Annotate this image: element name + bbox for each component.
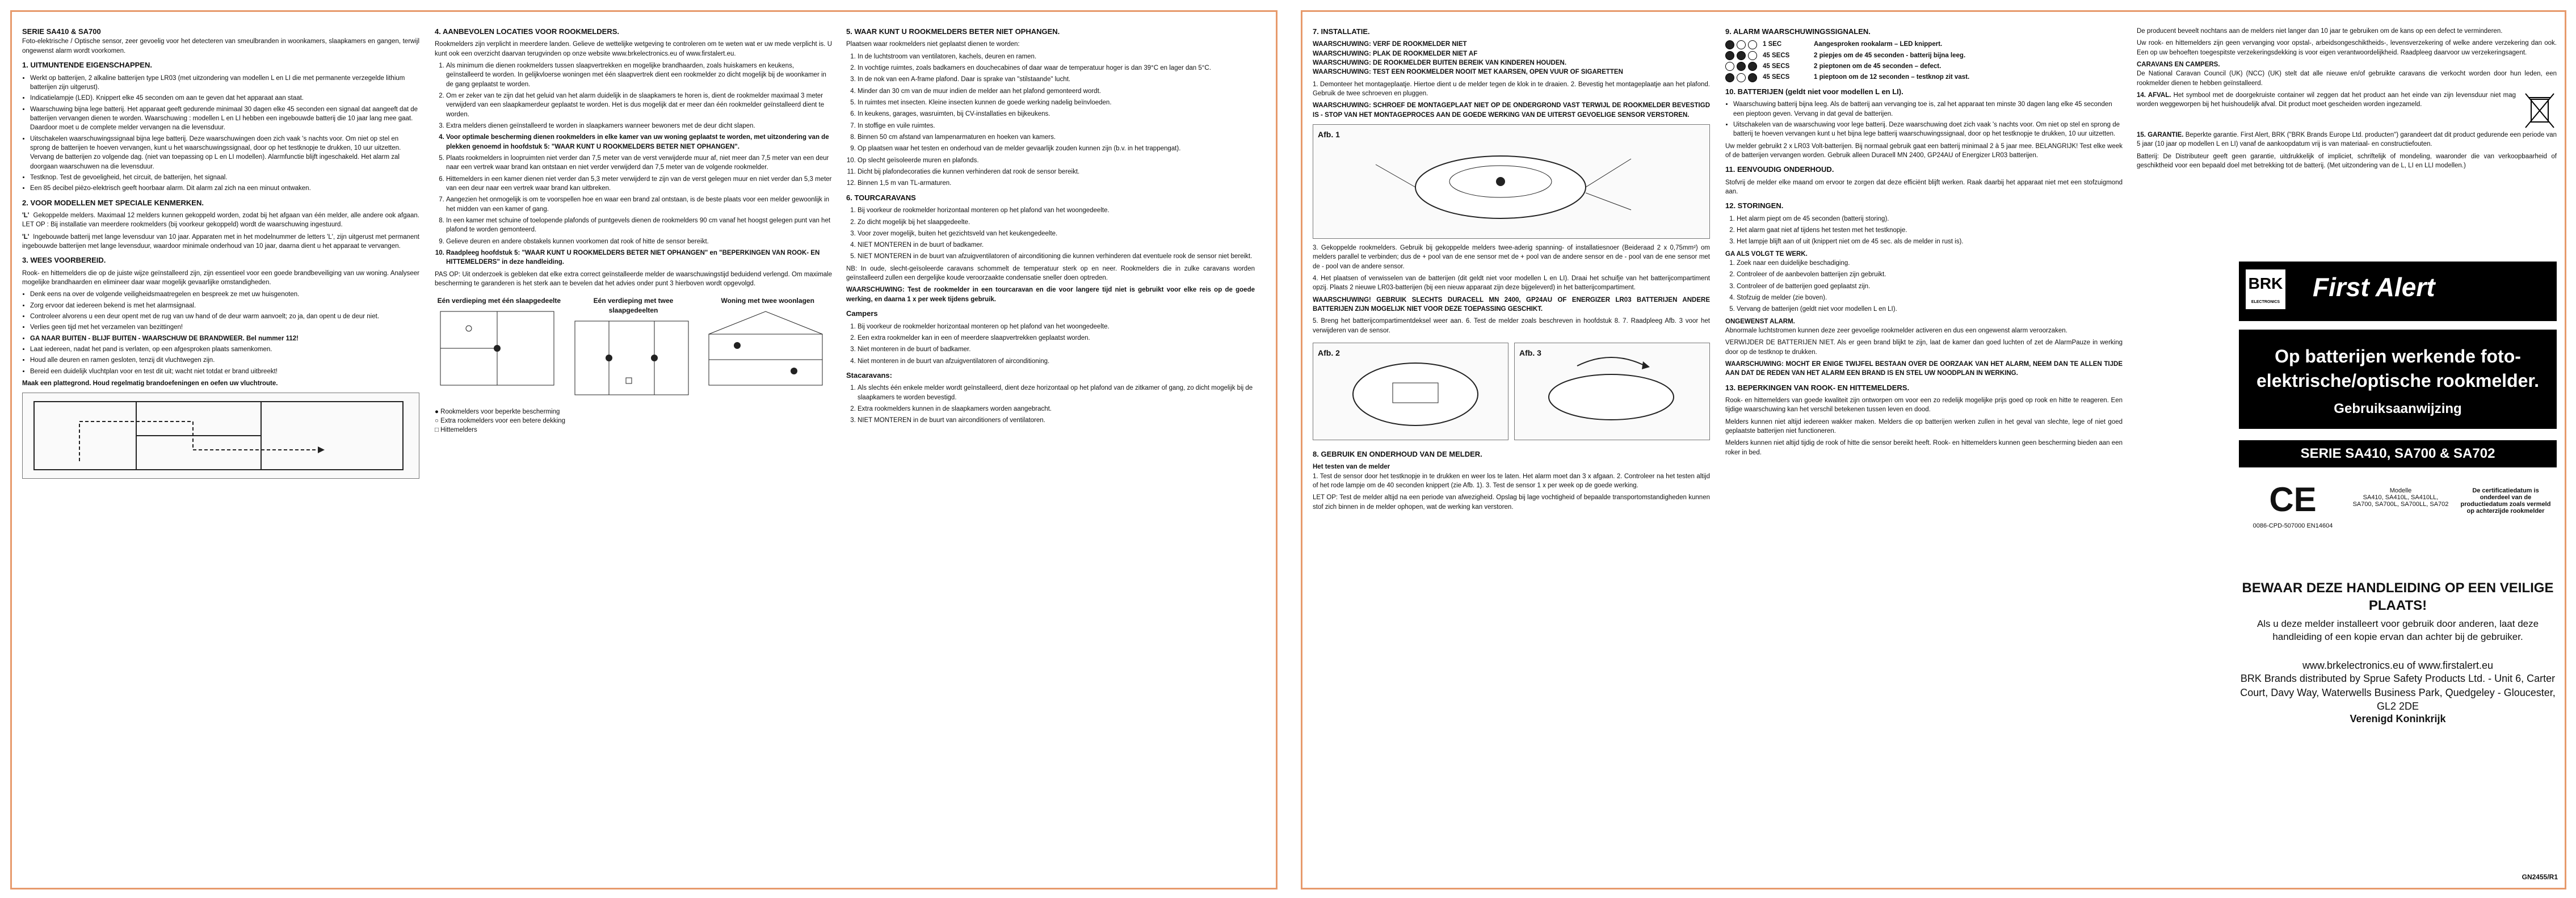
alarm-time: 45 SECS xyxy=(1763,63,1790,70)
column-6 xyxy=(2137,27,2557,265)
keep-manual-heading: BEWAAR DEZE HANDLEIDING OP EEN VEILIGE PLAATS! xyxy=(2242,580,2554,614)
detector-parts-drawing xyxy=(1313,125,1709,238)
diagram-two-sleeping xyxy=(569,296,698,403)
column-4 xyxy=(1313,27,1710,878)
section-8-heading: 8. GEBRUIK EN ONDERHOUD VAN DE MELDER. xyxy=(1313,450,1482,459)
locations-list xyxy=(435,61,832,267)
figures-2-3 xyxy=(1313,338,1710,445)
not-location-item: 4. Minder dan 30 cm van de muur indien de melder aan het plafond gemonteerd wordt. xyxy=(858,87,1255,96)
led-dots xyxy=(1725,40,1757,49)
ce-mark xyxy=(2250,477,2335,562)
legend-item: □ Hittemelders xyxy=(435,427,477,434)
caravan-item: 2. Zo dicht mogelijk bij het slaapgedeelte. xyxy=(858,218,1255,227)
brand-header xyxy=(2239,262,2557,321)
prep-item: • Bereid een duidelijk vluchtplan voor en test dit uit; wacht niet totdat er brand uitbreekt! xyxy=(30,367,419,376)
feature-item: • Waarschuwing bijna lege batterij. Het apparaat geeft gedurende minimaal 30 dagen elke 45 seconden een signaal dat aangeeft dat de batterijen vervangen dienen te worden. Waarschuwing : modellen L en LI hebben een ingebouwde batterij die 10 jaar lang mee gaat. Daardoor moet u de complete melder vervangen na die levensduur. xyxy=(30,105,419,133)
limitations-text: Rook- en hittemelders van goede kwaliteit zijn ontworpen om voor een zo redelijk mogelijke prijs goed op rook en hitte te reageren. Een tijdige waarschuwing kan het verschil betekenen tussen leven en dood. xyxy=(1725,397,2123,414)
led-dots xyxy=(1725,51,1757,60)
removal-drawing xyxy=(1515,343,1708,440)
feature-item: • Indicatielampje (LED). Knippert elke 45 seconden om aan te geven dat het apparaat aan staat. xyxy=(30,94,419,103)
diagram-legend xyxy=(435,407,832,435)
nuisance-alarm-text: Abnormale luchtstromen kunnen deze zeer gevoelige rookmelder activeren en dus een ongewenst alarm veroorzaken. xyxy=(1725,327,2067,335)
install-steps: 1. Demonteer het montageplaatje. Hiertoe dient u de melder tegen de klok in te draaien. 2. Bevestig het montageplaatje aan het plafond. Gebruik de twee schroeven en pluggen. xyxy=(1313,81,1710,98)
features-list xyxy=(22,74,419,193)
series-title: SERIE SA410 & SA700 xyxy=(22,27,101,36)
location-item: 5. Plaats rookmelders in loopruimten niet verder dan 7,5 meter van de verst verwijderde muur af, niet meer dan 7,5 meter van een deur naar een vertrek waar brand kan ontstaan en niet verder verwijderd dan 7,5 meter van de volgende rookmelder. xyxy=(446,154,832,172)
column-5 xyxy=(1725,27,2123,878)
series-bar: SERIE SA410, SA700 & SA702 xyxy=(2239,440,2557,467)
diagram-2-drawing xyxy=(569,315,694,400)
section-2-heading: 2. VOOR MODELLEN MET SPECIALE KENMERKEN. xyxy=(22,198,204,207)
caravans-heading: CARAVANS EN CAMPERS. xyxy=(2137,61,2220,68)
battery-list xyxy=(1725,100,2123,138)
fault-item: 1. Het alarm piept om de 45 seconden (batterij storing). xyxy=(1737,214,2123,224)
cover-footer xyxy=(2239,579,2557,725)
product-title-box xyxy=(2239,330,2557,429)
lifetime-text: De producent beveelt nochtans aan de melders niet langer dan 10 jaar te gebruiken om de kans op een defect te verminderen. xyxy=(2137,28,2503,35)
procedure-item: 2. Controleer of de aanbevolen batterijen zijn gebruikt. xyxy=(1737,270,2123,279)
camper-item: 1. Bij voorkeur de rookmelder horizontaal monteren op het plafond van het woongedeelte. xyxy=(858,322,1255,331)
section-10-heading: 10. BATTERIJEN (geldt niet voor modellen L en LI). xyxy=(1725,87,1903,96)
document-code: GN2455/R1 xyxy=(2522,873,2558,881)
alarm-description: Aangesproken rookalarm – LED knippert. xyxy=(1814,41,1943,48)
stacaravan-item: 3. NIET MONTEREN in de buurt van airconditioners of ventilatoren. xyxy=(858,416,1255,425)
page-right xyxy=(1301,10,2566,889)
location-item: 4. Voor optimale bescherming dienen rookmelders in elke kamer van uw woning geplaatst te worden, met uitzondering van de plekken genoemd in hoofdstuk 5: "WAAR KUNT U ROOKMELDERS BETER NIET OPHANGEN". xyxy=(446,133,832,151)
prep-item: • Zorg ervoor dat iedereen bekend is met het alarmsignaal. xyxy=(30,301,419,310)
not-location-item: 7. In stoffige en vuile ruimtes. xyxy=(858,121,1255,130)
caravans-list xyxy=(846,206,1255,262)
warning-line: WAARSCHUWING: DE ROOKMELDER BUITEN BEREIK VAN KINDEREN HOUDEN. xyxy=(1313,60,1567,67)
mount-warning: WAARSCHUWING: SCHROEF DE MONTAGEPLAAT NIET OP DE ONDERGROND VAST TERWIJL DE ROOKMELDER BEVESTIGD IS - STOP VAN HET MONTAGEPROCES AAN DE GOEDE WERKING VAN DE UITERST GEVOELIGE SENSOR VERSTOREN. xyxy=(1313,102,1710,119)
section-13-heading: 13. BEPERKINGEN VAN ROOK- EN HITTEMELDERS. xyxy=(1725,383,1910,392)
location-item: 1. Als minimum die dienen rookmelders tussen slaapvertrekken en mogelijke brandhaarden, zoals huiskamers en keukens, geïnstalleerd te worden. In gelijkvloerse woningen met één slaapvertrek dient een rookmelder zo dicht mogelijk bij de woonkamer in de gang geplaatst te worden. xyxy=(446,61,832,89)
maintenance-text: Stofvrij de melder elke maand om ervoor te zorgen dat deze efficiënt blijft werken. Raak daarbij het apparaat niet met een stofzuigmond aan. xyxy=(1725,179,2123,195)
stacaravan-item: 2. Extra rookmelders kunnen in de slaapkamers worden aangebracht. xyxy=(858,404,1255,414)
fault-item: 3. Het lampje blijft aan of uit (knippert niet om de 45 sec. als de melder in rust is). xyxy=(1737,237,2123,246)
battery-step: 4. Het plaatsen of verwisselen van de batterijen (dit geldt niet voor modellen L en LI). Draai het schuifje van het batterijcompartiment opzij. Plaats 2 nieuwe LR03-batterijen (bij een nieuw apparaat zijn deze bijgeleverd) in het batterijcompartiment. xyxy=(1313,275,1710,292)
camper-item: 3. Niet monteren in de buurt of badkamer. xyxy=(858,345,1255,354)
alarm-time: 45 SECS xyxy=(1763,74,1790,81)
ce-code: 0086-CPD-507000 EN14604 xyxy=(2253,522,2333,529)
preparation-list xyxy=(22,290,419,376)
feature-item: • Werkt op batterijen, 2 alkaline batterijen type LR03 (met uitzondering van modellen L en LI die met permanente verzegelde lithium batterijen zijn uitgerust). xyxy=(30,74,419,92)
not-location-item: 6. In keukens, garages, wasruimten, bij CV-installaties en bijkeukens. xyxy=(858,109,1255,119)
legend-item: ● Rookmelders voor beperkte bescherming xyxy=(435,408,560,415)
fault-item: 2. Het alarm gaat niet af tijdens het testen met het testknopje. xyxy=(1737,226,2123,235)
led-dots xyxy=(1725,62,1757,71)
manual-subtitle: Gebruiksaanwijzing xyxy=(2334,401,2462,417)
brk-logo: BRK xyxy=(2246,269,2285,309)
feature-item: • Testknop. Test de gevoeligheid, het circuit, de batterijen, het signaal. xyxy=(30,173,419,182)
battery-note: Uw melder gebruikt 2 x LR03 Volt-batterijen. Bij normaal gebruik gaat een batterij minimaal 2 à 5 jaar mee. BELANGRIJK! Test elke week of de batterijen vervangen worden. Gebruik alleen Duracell MN 2400, GP24AU of Energizer LR03 batterijen. xyxy=(1725,142,2123,159)
campers-list xyxy=(846,322,1255,366)
figure-3-label: Afb. 3 xyxy=(1519,348,1541,358)
section-7-heading: 7. INSTALLATIE. xyxy=(1313,27,1370,36)
let-op-note: LET OP: Test de melder altijd na een periode van afwezigheid. Opslag bij lage vochtigheid of bepaalde transportomstandigheden kunnen stof zich binnen in de melder ophopen, wat de werking kan verstoren. xyxy=(1313,494,1710,511)
crossed-bin-icon xyxy=(2523,91,2557,130)
faults-list xyxy=(1725,214,2123,247)
section-3-heading: 3. WEES VOORBEREID. xyxy=(22,256,106,265)
prep-item: • GA NAAR BUITEN - BLIJF BUITEN - WAARSCHUW DE BRANDWEER. Bel nummer 112! xyxy=(30,334,419,343)
not-location-item: 8. Binnen 50 cm afstand van lampenarmaturen en hoeken van kamers. xyxy=(858,133,1255,142)
floor-plan-diagram xyxy=(22,393,419,479)
warning-line: WAARSCHUWING: TEST EEN ROOKMELDER NOOIT MET KAARSEN, OPEN VUUR OF SIGARETTEN xyxy=(1313,69,1623,76)
warranty-text: 15. GARANTIE. Beperkte garantie. First Alert, BRK ("BRK Brands Europe Ltd. producten") garandeert dat dit product gedurende een periode van 5 jaar (10 jaar op modellen L en LI) vanaf de aankoopdatum vrij is van materiaal- en constructiefouten. xyxy=(2137,131,2557,148)
diagram-3-label: Woning met twee woonlagen xyxy=(721,297,814,305)
do-not-remove-text: VERWIJDER DE BATTERIJEN NIET. Als er geen brand blijkt te zijn, laat de kamer dan goed luchten of zet de AlarmPauze in werking door op de testknop te drukken. xyxy=(1725,339,2123,356)
location-item: 3. Extra melders dienen geïnstalleerd te worden in slaapkamers wanneer bewoners met de deur dicht slapen. xyxy=(446,121,832,130)
country-label: Verenigd Koninkrijk xyxy=(2350,713,2446,725)
alarm-time: 45 SECS xyxy=(1763,52,1790,59)
model-li-text: 'L' Ingebouwde batterij met lange levensduur van 10 jaar. Apparaten met in het modelnummer de letters 'L', zijn uitgerust met permanent ingebouwde batterijen met lange levensduur, waardoor minimale onderhoud van 10 jaar, daarna dient u het apparaat te vervangen. xyxy=(22,233,419,250)
cover-panel xyxy=(2239,262,2557,874)
diagram-3-drawing xyxy=(703,306,828,391)
diagram-1-drawing xyxy=(435,306,560,391)
alarm-description: 2 piepjes om de 45 seconden - batterij bijna leeg. xyxy=(1814,52,1966,59)
not-location-item: 11. Dicht bij plafondecoraties die kunnen verhinderen dat rook de sensor bereikt. xyxy=(858,167,1255,176)
models-info xyxy=(2352,477,2449,572)
diagram-two-floors xyxy=(703,296,832,403)
nuisance-alarm-heading: ONGEWENST ALARM. xyxy=(1725,318,1795,325)
figure-1 xyxy=(1313,124,1710,239)
caravans-text: De National Caravan Council (UK) (NCC) (UK) stelt dat alle nieuwe en/of gebruikte caravans die verkocht worden door hun leden, een rookmelder dienen te hebben geïnstalleerd. xyxy=(2137,70,2557,87)
figure-2 xyxy=(1313,343,1508,440)
product-title: Op batterijen werkende foto-elektrische/optische rookmelder. xyxy=(2256,346,2539,391)
figure-1-label: Afb. 1 xyxy=(1318,130,1340,140)
models-heading: Modelle xyxy=(2389,487,2412,494)
not-locations-list xyxy=(846,52,1255,188)
procedure-list xyxy=(1725,259,2123,314)
section-4-heading: 4. AANBEVOLEN LOCATIES VOOR ROOKMELDERS. xyxy=(435,27,620,36)
certification-note: De certificatiedatum is onderdeel van de productiedatum zoals vermeld op achterzijde rookmelder xyxy=(2460,487,2551,515)
caravan-item: 1. Bij voorkeur de rookmelder horizontaal monteren op het plafond van het woongedeelte. xyxy=(858,206,1255,215)
diagram-1-label: Eén verdieping met één slaapgedeelte xyxy=(437,297,561,305)
location-item: 6. Hittemelders in een kamer dienen niet verder dan 5,3 meter verwijderd te zijn van de verst gelegen muur en niet verder dan 5,3 meter van een deur naar een vertrek waar brand kan uitbreken. xyxy=(446,175,832,193)
alarm-signal-row xyxy=(1725,73,2123,82)
keep-manual-text: Als u deze melder installeert voor gebruik door anderen, laat deze handleiding of een kopie ervan dan achter bij de gebruiker. xyxy=(2256,618,2539,643)
section-11-heading: 11. EENVOUDIG ONDERHOUD. xyxy=(1725,165,1834,174)
prep-item: • Denk eens na over de volgende veiligheidsmaatregelen en bespreek ze met uw huisgenoten. xyxy=(30,290,419,299)
alarm-signal-row xyxy=(1725,51,2123,60)
pas-op-note: PAS OP: Uit onderzoek is gebleken dat elke extra correct geïnstalleerde melder de waarschuwingstijd beduidend verlengd. Om maximale bescherming te garanderen is het sterk aan te bevelen dat het advies onder punt 3 hierboven wordt opgevolgd. xyxy=(435,271,832,287)
insurance-text: Uw rook- en hittemelders zijn geen vervanging voor opstal-, arbeidsongeschiktheids-, levensverzekering of welke andere verzekering dan ook. Een op uw behoeften toegespitste verzekeringsdekking is voor eigen verantwoordelijkheid. Raadpleeg daarvoor uw verzekeringsagent. xyxy=(2137,40,2557,56)
waste-section xyxy=(2137,91,2557,130)
caravan-item: 5. NIET MONTEREN in de buurt van afzuigventilatoren of airconditioning die kunnen verhinderen dat eventuele rook de sensor niet bereikt. xyxy=(858,252,1255,261)
camper-item: 2. Een extra rookmelder kan in een of meerdere slaapvertrekken geplaatst worden. xyxy=(858,334,1255,343)
smoke-limitations-text: Melders kunnen niet altijd tijdig de rook of hitte die sensor bereikt heeft. Rook- en hittemelders kunnen geen bescherming bieden aan een roker in bed. xyxy=(1725,440,2123,456)
procedure-item: 4. Stofzuig de melder (zie boven). xyxy=(1737,293,2123,302)
placement-diagrams xyxy=(435,296,832,403)
preparation-text: Rook- en hittemelders die op de juiste wijze geïnstalleerd zijn, zijn essentieel voor een goede brandbeveiliging van uw woning. Analyseer mogelijke brandhaarden en elimineer daar waar mogelijk gevaarlijke omstandigheden. xyxy=(22,269,419,286)
prep-item: • Houd alle deuren en ramen gesloten, tenzij dit vluchtwegen zijn. xyxy=(30,356,419,365)
alarm-time: 1 SEC xyxy=(1763,41,1782,48)
battery-item: • Uitschakelen van de waarschuwing voor lege batterij. Deze waarschuwing doet zich vaak 's nachts voor. Om niet op stel en sprong de batterij te hoeven vervangen kunt u het bijna lege batterij waarschuwingssignaal, door op het testknopje te drukken, 10 uur uitzetten. xyxy=(1733,120,2123,139)
figure-3 xyxy=(1514,343,1710,440)
alarm-description: 2 pieptonen om de 45 seconden – defect. xyxy=(1814,63,1942,70)
stacaravan-item: 1. Als slechts één enkele melder wordt geïnstalleerd, dient deze horizontaal op het plafond van de zitkamer of gang, zo dicht mogelijk bij de slaapkamers te worden bevestigd. xyxy=(858,383,1255,402)
column-3 xyxy=(846,27,1255,878)
location-item: 9. Gelieve deuren en andere obstakels kunnen voorkomen dat rook of hitte de sensor bereikt. xyxy=(446,237,832,246)
figure-2-label: Afb. 2 xyxy=(1318,348,1340,358)
section-9-heading: 9. ALARM WAARSCHUWINGSSIGNALEN. xyxy=(1725,27,1871,36)
prep-item: • Verlies geen tijd met het verzamelen van bezittingen! xyxy=(30,323,419,332)
fire-warning: WAARSCHUWING: MOCHT ER ENIGE TWIJFEL BESTAAN OVER DE OORZAAK VAN HET ALARM, NEEM DAN TE ALLEN TIJDE AAN DAT DE REDEN VAN HET ALARM EEN BRAND IS EN STEL UW NOODPLAN IN WERKING. xyxy=(1725,361,2123,377)
not-location-item: 5. In ruimtes met insecten. Kleine insecten kunnen de goede werking nadelig beïnvloeden. xyxy=(858,98,1255,107)
section-6-heading: 6. TOURCARAVANS xyxy=(846,193,916,202)
feature-item: • Een 85 decibel piëzo-elektrisch geeft hoorbaar alarm. Dit alarm zal zich na een minuut ontwaken. xyxy=(30,184,419,193)
section-5-heading: 5. WAAR KUNT U ROOKMELDERS BETER NIET OPHANGEN. xyxy=(846,27,1060,36)
brk-logo-subtitle: ELECTRONICS xyxy=(2251,300,2280,304)
alarm-signal-row xyxy=(1725,40,2123,49)
warning-line: WAARSCHUWING: VERF DE ROOKMELDER NIET xyxy=(1313,41,1467,48)
alarm-signal-row xyxy=(1725,62,2123,71)
column-1 xyxy=(22,27,419,878)
not-location-item: 2. In vochtige ruimtes, zoals badkamers en douchecabines of daar waar de temperatuur hoger is dan 39°C en lager dan 5°C. xyxy=(858,64,1255,73)
locations-intro: Rookmelders zijn verplicht in meerdere landen. Gelieve de wettelijke wetgeving te controleren om te weten wat er uw mede verplicht is. U kunt ook een overzicht daarvan terugvinden op onze website www.brkelectronics.eu of www.firstalert.eu. xyxy=(435,41,832,57)
column-2 xyxy=(435,27,832,878)
procedure-heading: GA ALS VOLGT TE WERK. xyxy=(1725,250,1808,258)
led-dots xyxy=(1725,73,1757,82)
prep-item: • Laat iedereen, nadat het pand is verlaten, op een afgesproken plaats samenkomen. xyxy=(30,345,419,354)
website-links: www.brkelectronics.eu of www.firstalert.eu xyxy=(2302,660,2494,672)
page-left xyxy=(10,10,1278,889)
not-location-item: 1. In de luchtstroom van ventilatoren, kachels, deuren en ramen. xyxy=(858,52,1255,61)
section-1-heading: 1. UITMUNTENDE EIGENSCHAPPEN. xyxy=(22,61,152,70)
caravan-warning: WAARSCHUWING: Test de rookmelder in een tourcaravan en die voor langere tijd niet is gebruikt voor elke reis op de goede werking, en daarna 1 x per week tijdens gebruik. xyxy=(846,286,1255,303)
linked-detectors-step: 3. Gekoppelde rookmelders. Gebruik bij gekoppelde melders twee-aderig spanning- of installatiesnoer (Beideraad 2 x 0,75mm²) om melders parallel te verbinden; dus de + pool van de ene sensor met de + pool van de andere sensor en de - pool van de ene sensor met de - pool van de andere sensor. xyxy=(1313,244,1710,270)
warning-line: WAARSCHUWING: PLAK DE ROOKMELDER NIET AF xyxy=(1313,50,1478,57)
sleep-limitations-text: Melders kunnen niet altijd iedereen wakker maken. Melders die op batterijen werken zullen in het geval van slechte, lege of niet goed geplaatste batterijen niet functioneren. xyxy=(1725,418,2123,435)
diagram-2-label: Eén verdieping met twee slaapgedeelten xyxy=(593,297,674,315)
battery-compartment-drawing xyxy=(1313,343,1506,440)
not-location-item: 3. In de nok van een A-frame plafond. Daar is sprake van "stilstaande" lucht. xyxy=(858,75,1255,84)
test-subheading: Het testen van de melder xyxy=(1313,463,1390,471)
prep-item: • Controleer alvorens u een deur opent met de rug van uw hand of de deur warm aanvoelt; zo ja, dan opent u de deur niet. xyxy=(30,312,419,321)
not-location-item: 12. Binnen 1,5 m van TL-armaturen. xyxy=(858,179,1255,188)
battery-warning: WAARSCHUWING! GEBRUIK SLECHTS DURACELL MN 2400, GP24AU OF ENERGIZER LR03 BATTERIJEN ANDERE BATTERIJEN ZIJN MOGELIJK NIET VOOR DEZE TOEPASSING GESCHIKT. xyxy=(1313,296,1710,313)
location-item: 10. Raadpleeg hoofdstuk 5: "WAAR KUNT U ROOKMELDERS BETER NIET OPHANGEN" en "BEPERKINGEN VAN ROOK- EN HITTEMELDERS" in deze handleiding. xyxy=(446,248,832,267)
caravan-item: 3. Voor zover mogelijk, buiten het gezichtsveld van het keukengedeelte. xyxy=(858,229,1255,238)
camper-item: 4. Niet monteren in de buurt van afzuigventilatoren of airconditioning. xyxy=(858,357,1255,366)
legend-item: ○ Extra rookmelders voor een betere dekking xyxy=(435,418,566,425)
floor-plan-drawing xyxy=(23,393,419,478)
procedure-item: 5. Vervang de batterijen (geldt niet voor modellen L en LI). xyxy=(1737,305,2123,314)
stacaravans-heading: Stacaravans: xyxy=(846,370,892,380)
procedure-item: 3. Controleer of de batterijen goed geplaatst zijn. xyxy=(1737,282,2123,291)
battery-warranty-text: Batterij: De Distributeur geeft geen garantie, uitdrukkelijk of impliciet, schriftelijk of mondeling, waaronder die van verkoopbaarheid of geschiktheid voor een bepaald doel met betrekking tot de batterij. (Met uitzondering van de L, LI en LLI modellen.) xyxy=(2137,153,2557,169)
waste-text: 14. AFVAL. Het symbool met de doorgekruiste container wil zeggen dat het product aan het einde van zijn levensduur niet mag worden weggeworpen bij het huishoudelijk afval. Dit product moet gescheiden worden ingezameld. xyxy=(2137,91,2516,108)
distributor-address: BRK Brands distributed by Sprue Safety Products Ltd. - Unit 6, Carter Court, Davy Way, Waterwells Business Park, Quedgeley - Gloucester, GL2 2DE xyxy=(2240,673,2556,712)
caravan-item: 4. NIET MONTEREN in de buurt of badkamer. xyxy=(858,241,1255,250)
certification-row xyxy=(2239,477,2557,562)
not-location-item: 10. Op slecht geïsoleerde muren en plafonds. xyxy=(858,156,1255,165)
feature-item: • Uitschakelen waarschuwingssignaal bijna lege batterij. Deze waarschuwingen doen zich vaak 's nachts voor. Om niet op stel en sprong de batterijen te hoeven vervangen, kunt u het waarschuwingssignaal, door op het testknopje te drukken, 10 uur uitzetten. Vervang de batterijen zo volgende dag. (niet van toepassing op L en LI modellen). Alarmfunctie blijft ingeschakeld. Het alarm zal doorgaan waarschuwen na die levensduur. xyxy=(30,134,419,171)
location-item: 2. Om er zeker van te zijn dat het geluid van het alarm duidelijk in de slaapkamers te horen is, dient de rookmelder maximaal 3 meter verwijderd van een slaapkamerdeur geplaatst te worden. Het is dus mogelijk dat er meer dan één rookmelder geïnstalleerd dient te worden. xyxy=(446,91,832,119)
location-item: 7. Aangezien het onmogelijk is om te voorspellen hoe en waar een brand zal ontstaan, is de beste plaats voor een melder gewoonlijk in het midden van een kamer of gang. xyxy=(446,195,832,214)
nb-note: NB: In oude, slecht-geïsoleerde caravans schommelt de temperatuur sterk op en neer. Rookmelders die in zulke caravans worden geïnstalleerd zullen een dergelijke koude veroorzaakte condensatie sneller doen optreden. xyxy=(846,265,1255,282)
final-steps: 5. Breng het batterijcompartimentdeksel weer aan. 6. Test de melder zoals beschreven in hoofdstuk 8. 7. Raadpleeg Afb. 3 voor het verwijderen van de sensor. xyxy=(1313,318,1710,334)
location-item: 8. In een kamer met schuine of toelopende plafonds of puntgevels dienen de rookmelders 90 cm vanaf het hoogst gelegen punt van het plafond te worden gemonteerd. xyxy=(446,216,832,235)
not-location-item: 9. Op plaatsen waar het testen en onderhoud van de melder gevaarlijk zouden kunnen zijn (b.v. in het trappengat). xyxy=(858,144,1255,153)
models-list: SA410, SA410L, SA410LL, SA700, SA700L, SA700LL, SA702 xyxy=(2352,494,2449,508)
intro-text: Foto-elektrische / Optische sensor, zeer gevoelig voor het detecteren van smeulbranden in woonkamers, slaapkamers en gangen, terwijl ongewenst alarm wordt voorkomen. xyxy=(22,38,419,54)
stacaravans-list xyxy=(846,383,1255,425)
model-l-text: 'L' Gekoppelde melders. Maximaal 12 melders kunnen gekoppeld worden, zodat bij het afgaan van één melder, alle andere ook afgaan. LET OP : Bij installatie van meerdere rookmelders (bij voorkeur gekoppeld) wordt de waarschuwing ingestuurd. xyxy=(22,212,419,229)
section-12-heading: 12. STORINGEN. xyxy=(1725,201,1784,210)
floor-plan-label: Maak een plattegrond. Houd regelmatig brandoefeningen en oefen uw vluchtroute. xyxy=(22,380,278,387)
campers-heading: Campers xyxy=(846,309,878,318)
battery-item: • Waarschuwing batterij bijna leeg. Als de batterij aan vervanging toe is, zal het apparaat ten minste 30 dagen lang elke 45 seconden een pieptoon geven. Vervang in dat geval de batterijen. xyxy=(1733,100,2123,119)
ce-symbol: CE xyxy=(2269,480,2317,518)
test-instructions: 1. Test de sensor door het testknopje in te drukken en weer los te laten. Het alarm moet dan 3 x afgaan. 2. Controleer na het testen altijd of het rode lampje om de 40 seconden knippert (zie Afb. 1). 3. Test de sensor 1 x per week op de goede werking. xyxy=(1313,473,1710,490)
diagram-one-floor xyxy=(435,296,564,403)
not-locations-intro: Plaatsen waar rookmelders niet geplaatst dienen te worden: xyxy=(846,41,1020,48)
alarm-description: 1 pieptoon om de 12 seconden – testknop zit vast. xyxy=(1814,74,1970,81)
procedure-item: 1. Zoek naar een duidelijke beschadiging. xyxy=(1737,259,2123,268)
first-alert-logo: First Alert xyxy=(2313,272,2435,302)
